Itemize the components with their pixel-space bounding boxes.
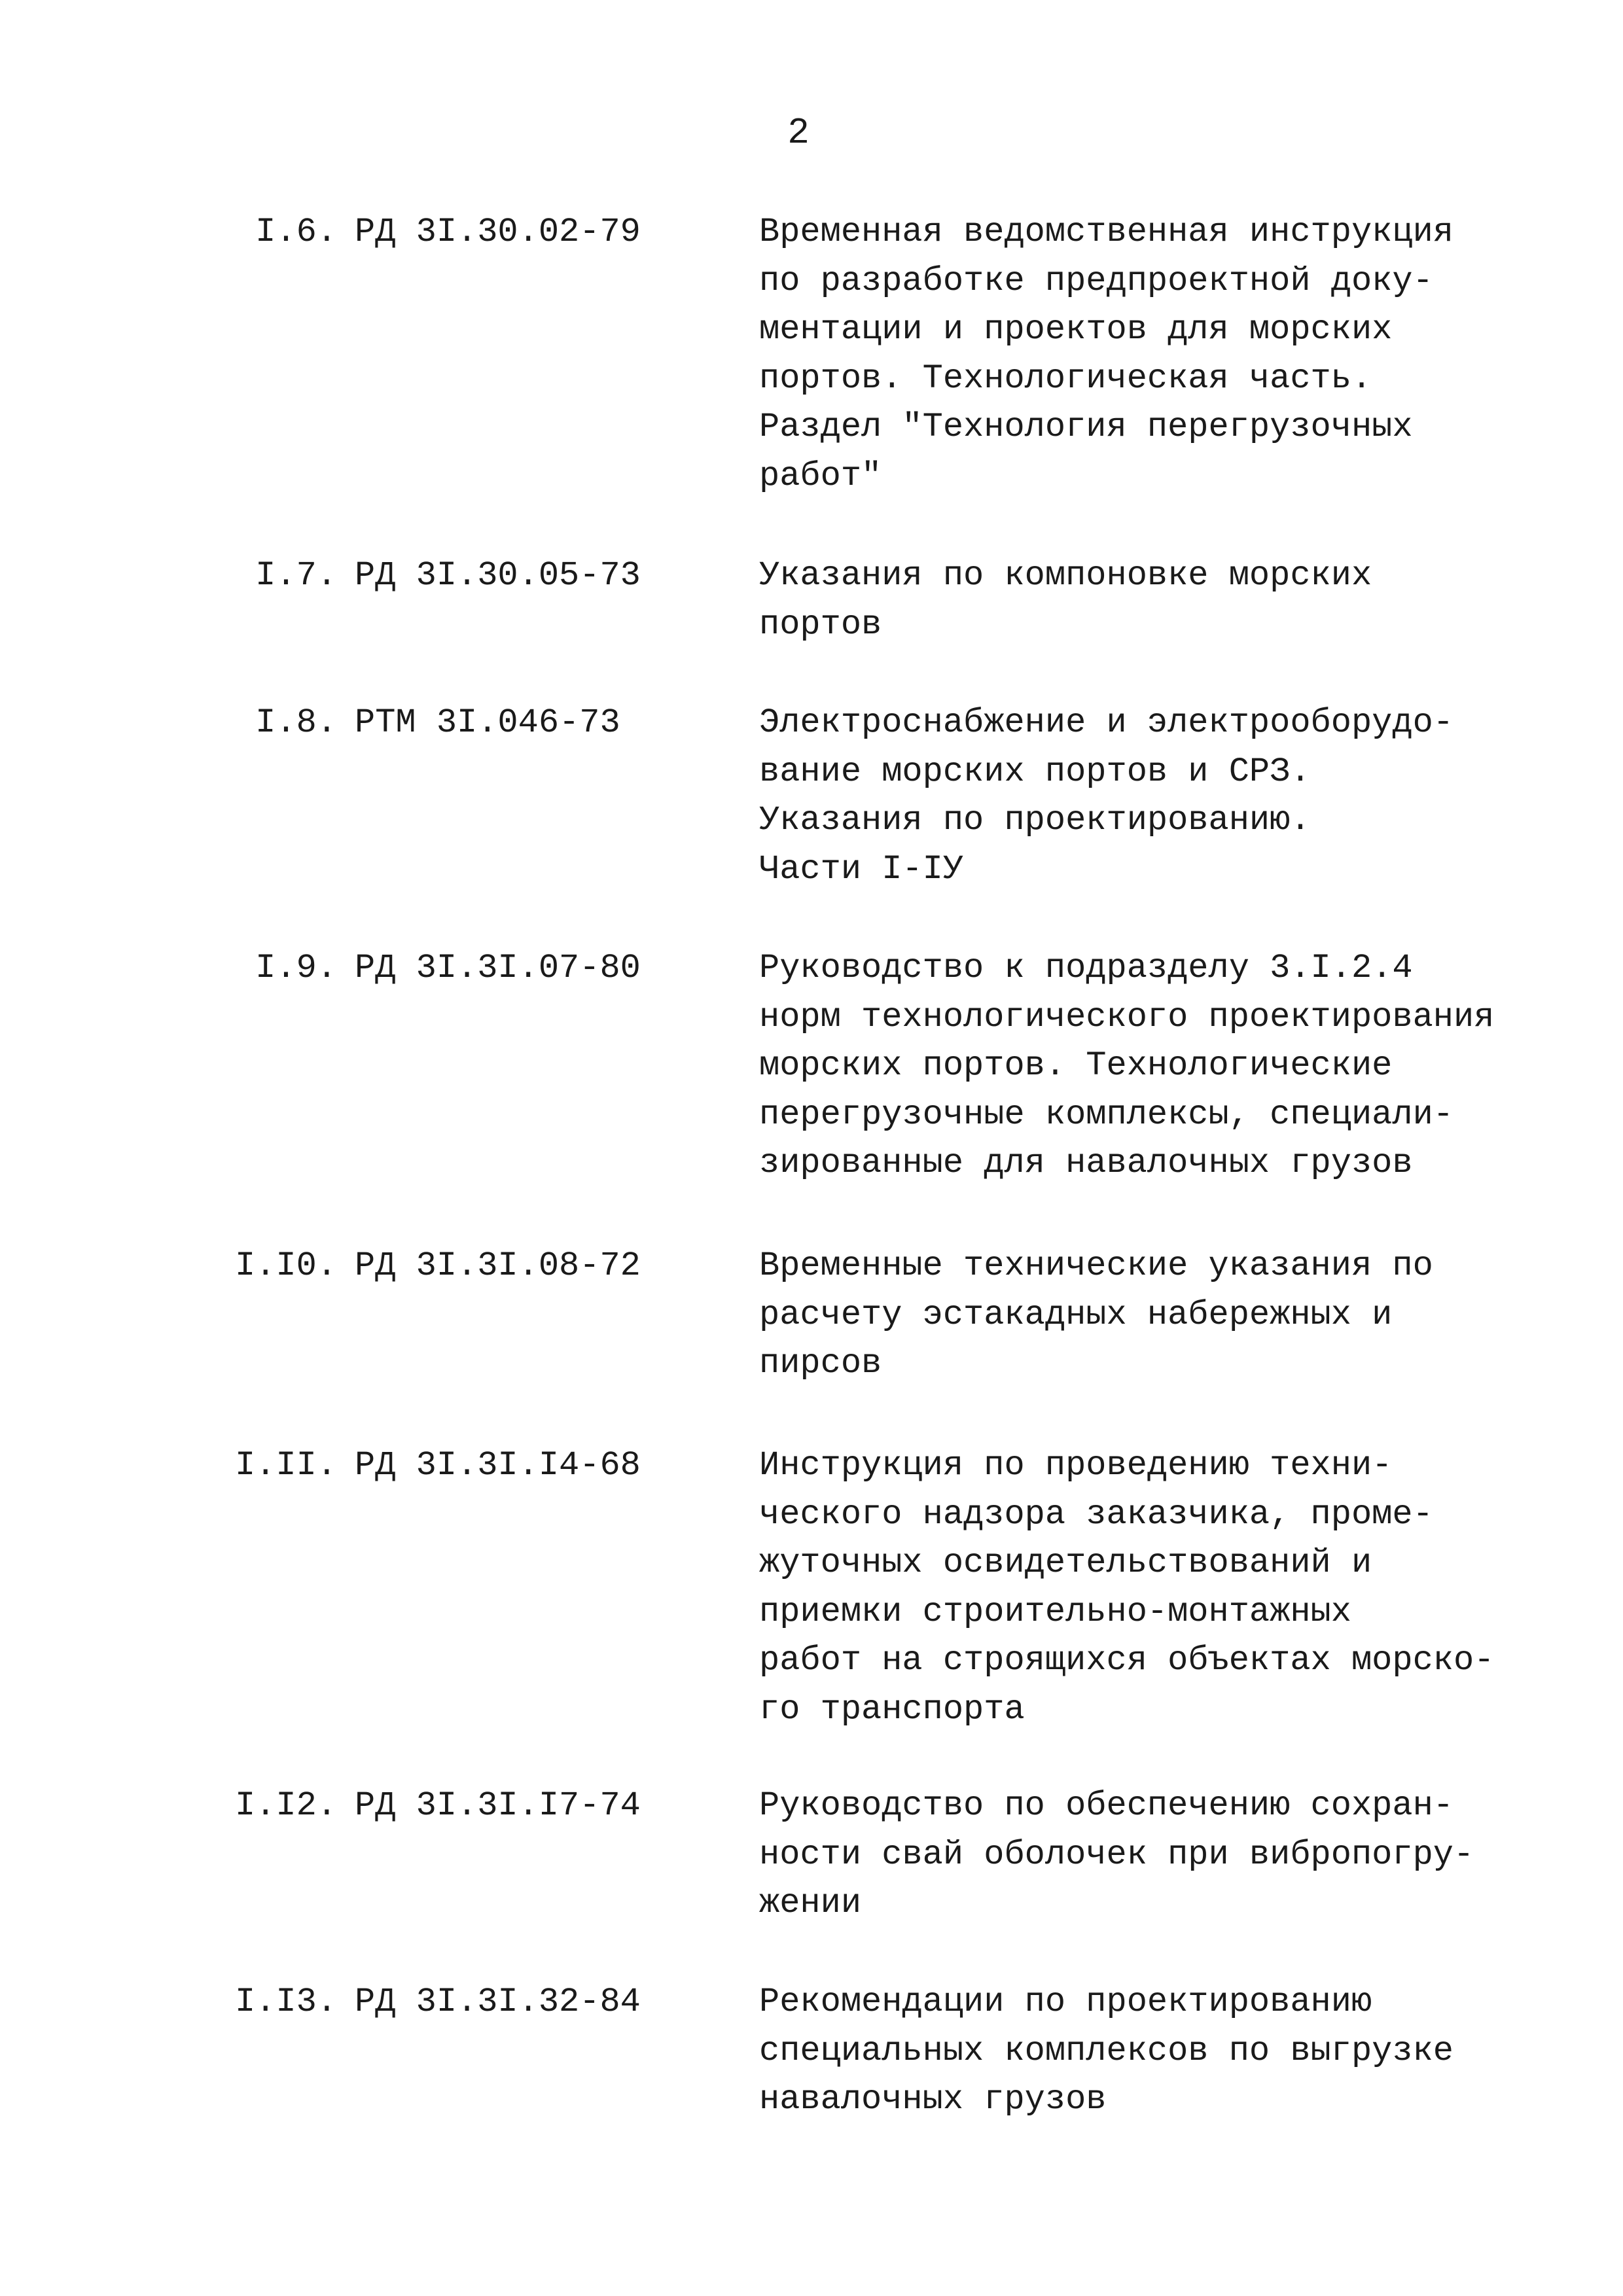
- list-item: [0, 552, 1623, 699]
- entry-number: I.II.: [234, 1446, 337, 1485]
- entry-number: I.I2.: [234, 1786, 337, 1825]
- document-code: РД 3I.30.02-79: [355, 213, 641, 251]
- list-item: [0, 944, 1623, 1242]
- list-item: [0, 1782, 1623, 1978]
- document-code: РД 3I.3I.08-72: [355, 1246, 641, 1285]
- list-item: [0, 699, 1623, 944]
- entry-number: I.9.: [255, 949, 337, 987]
- entry-number: I.7.: [255, 556, 337, 595]
- document-title: Временные технические указания по расчету эстакадных набережных и пирсов: [759, 1246, 1433, 1383]
- document-title: Инструкция по проведению техни- ческого надзора заказчика, проме- жуточных освидетельствований и приемки строительно-монтажных работ на строящихся объектах морско- го транспорта: [759, 1446, 1495, 1729]
- entry-number: I.I3.: [234, 1983, 337, 2021]
- entry-number: I.I0.: [234, 1246, 337, 1285]
- document-title: Руководство к подразделу 3.I.2.4 норм технологического проектирования морских портов. Технологические перегрузочные комплексы, специали- зированные для навалочных грузов: [759, 949, 1495, 1182]
- document-title: Указания по компоновке морских портов: [759, 556, 1372, 644]
- document-code: РД 3I.3I.I4-68: [355, 1446, 641, 1485]
- document-title: Электроснабжение и электрооборудо- вание морских портов и СРЗ. Указания по проектированию. Части I-IУ: [759, 703, 1454, 889]
- document-code: РД 3I.30.05-73: [355, 556, 641, 595]
- page-number: 2: [787, 112, 810, 154]
- list-item: [0, 1441, 1623, 1782]
- document-code: РД 3I.3I.32-84: [355, 1983, 641, 2021]
- document-code: РД 3I.3I.07-80: [355, 949, 641, 987]
- document-code: РТМ 3I.046-73: [355, 703, 620, 742]
- document-title: Рекомендации по проектированию специальных комплексов по выгрузке навалочных грузов: [759, 1983, 1454, 2119]
- entry-number: I.6.: [255, 213, 337, 251]
- list-item: [0, 208, 1623, 552]
- reference-list: [0, 208, 1623, 2135]
- list-item: [0, 1242, 1623, 1441]
- entry-number: I.8.: [255, 703, 337, 742]
- document-code: РД 3I.3I.I7-74: [355, 1786, 641, 1825]
- list-item: [0, 1978, 1623, 2135]
- document-title: Временная ведомственная инструкция по разработке предпроектной доку- ментации и проектов для морских портов. Технологическая часть. Раздел "Технология перегрузочных работ": [759, 213, 1454, 495]
- document-title: Руководство по обеспечению сохран- ности свай оболочек при вибропогру- жении: [759, 1786, 1474, 1922]
